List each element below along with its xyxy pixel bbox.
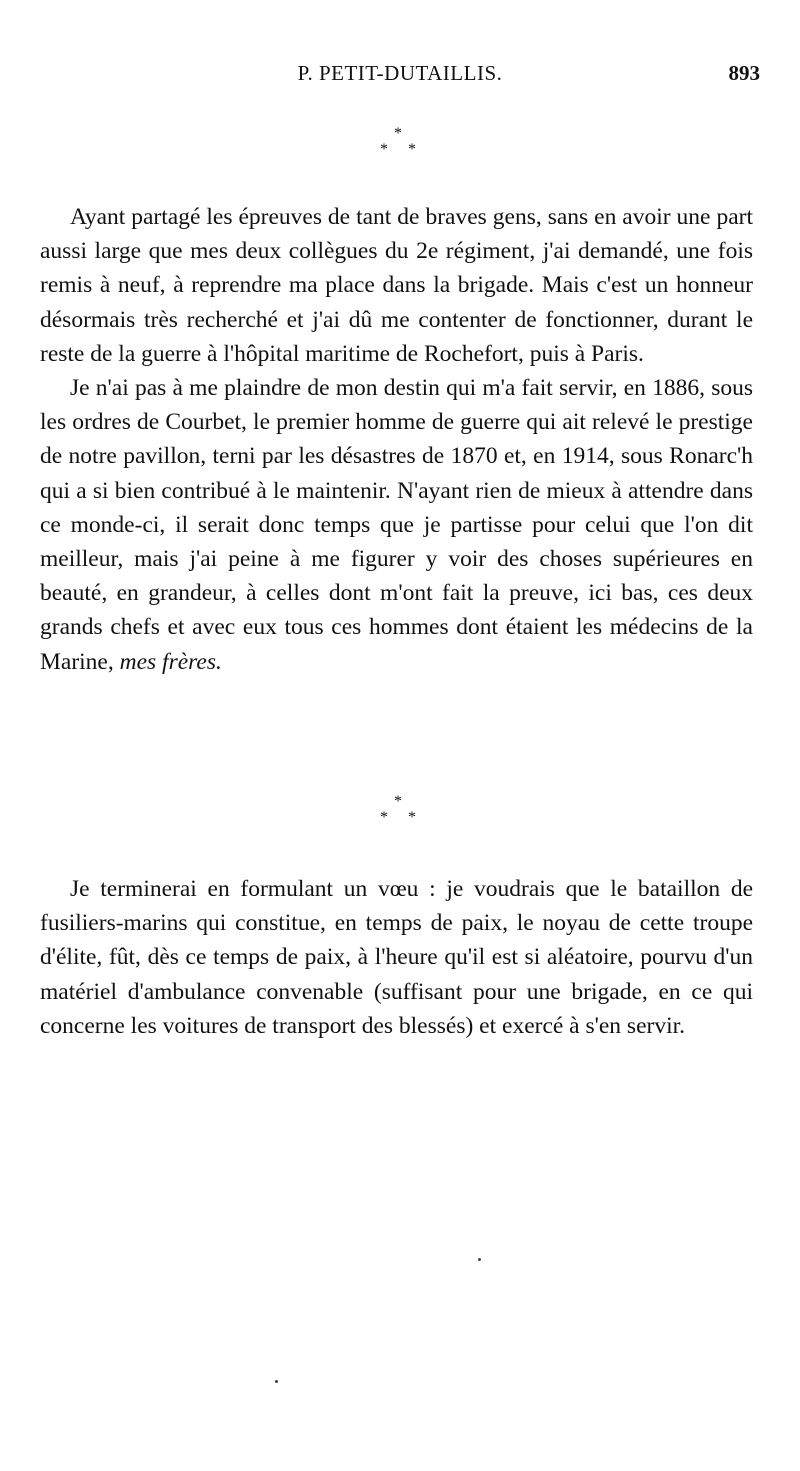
asterisk-icon: * xyxy=(408,809,416,826)
text-section-1 xyxy=(40,200,753,679)
asterisk-icon: * xyxy=(380,809,388,826)
paper-speck xyxy=(275,1380,278,1383)
page-number: 893 xyxy=(728,61,760,85)
asterism-top xyxy=(370,126,430,166)
running-head xyxy=(0,58,800,88)
italic-phrase: mes frères. xyxy=(119,648,222,675)
asterisk-icon: * xyxy=(394,125,402,142)
asterisk-icon: * xyxy=(394,793,402,810)
asterism-middle xyxy=(370,794,430,834)
paragraph xyxy=(40,371,753,679)
paragraph: Ayant partagé les épreuves de tant de braves gens, sans en avoir une part aussi large que mes deux collègues du 2e régiment, j'ai demandé, une fois remis à neuf, à reprendre ma place dans la brigade. Mais c'est un honneur désormais très recherché et j'ai dû me contenter de fonctionner, durant le reste de la guerre à l'hôpital maritime de Rochefort, puis à Paris. xyxy=(40,204,753,367)
paragraph-text: Je n'ai pas à me plaindre de mon destin qui m'a fait servir, en 1886, sous les ordres de Courbet, le premier homme de guerre qui ait relevé le prestige de notre pavillon, terni par les désastres de 1870 et, en 1914, sous Ronarc'h qui a si bien contribué à le maintenir. N'ayant rien de mieux à attendre dans ce monde-ci, il serait donc temps que je partisse pour celui que l'on dit meilleur, mais j'ai peine à me figurer y voir des choses supérieures en beauté, en grandeur, à celles dont m'ont fait la preuve, ici bas, ces deux grands chefs et avec eux tous ces hommes dont étaient les médecins de la Marine, xyxy=(40,375,753,675)
paper-speck xyxy=(478,1258,481,1261)
asterisk-icon: * xyxy=(380,141,388,158)
asterisk-icon: * xyxy=(408,141,416,158)
paragraph: Je terminerai en formulant un vœu : je voudrais que le bataillon de fusiliers-marins qui constitue, en temps de paix, le noyau de cette troupe d'élite, fût, dès ce temps de paix, à l'heure qu'il est si aléatoire, pourvu d'un matériel d'ambulance convenable (suffisant pour une brigade, en ce qui concerne les voitures de transport des blessés) et exercé à s'en servir. xyxy=(40,876,753,1039)
running-head-author: P. PETIT-DUTAILLIS. xyxy=(297,61,503,85)
text-section-2 xyxy=(40,872,753,1043)
